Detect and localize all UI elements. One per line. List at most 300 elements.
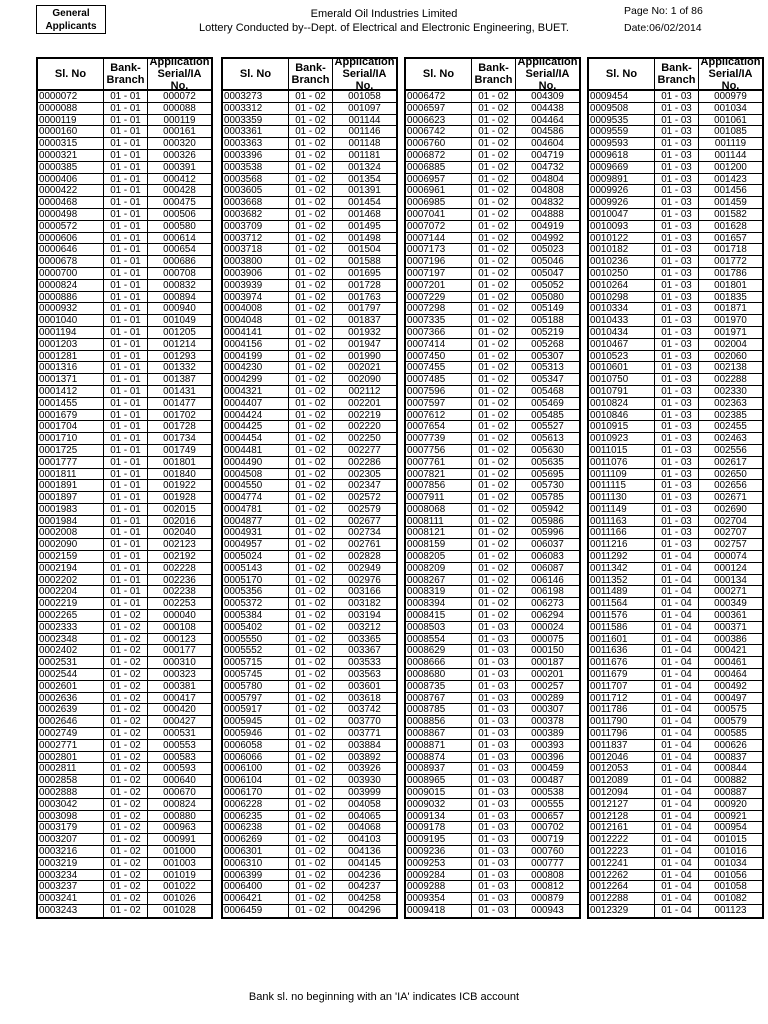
application-serial-cell: 002286 (348, 456, 381, 468)
sl-no-cell: 0008735 (406, 681, 472, 692)
bank-branch-cell: 01 - 02 (289, 822, 333, 833)
bank-branch-cell: 01 - 02 (289, 185, 333, 196)
bank-branch-cell: 01 - 02 (472, 174, 516, 185)
application-serial-cell: 001022 (163, 881, 196, 893)
sl-no-cell: 0003363 (223, 138, 289, 149)
sl-no-cell: 0011712 (589, 693, 655, 704)
table-row (406, 598, 579, 610)
sl-no-cell: 0006742 (406, 126, 472, 137)
sl-no-cell: 0001710 (38, 433, 104, 444)
sl-no-cell: 0000824 (38, 280, 104, 291)
table-row (38, 822, 211, 834)
bank-branch-cell: 01 - 02 (104, 799, 148, 810)
sl-no-cell: 0001983 (38, 504, 104, 515)
sl-no-cell: 0008965 (406, 775, 472, 786)
table-row (223, 398, 396, 410)
sl-no-cell: 0007761 (406, 457, 472, 468)
bank-branch-cell: 01 - 02 (289, 303, 333, 314)
application-serial-cell: 000124 (714, 562, 747, 574)
bank-branch-cell: 01 - 02 (472, 398, 516, 409)
table-row (406, 492, 579, 504)
table-row (406, 162, 579, 174)
application-serial-cell: 001971 (714, 326, 747, 338)
application-serial-cell: 000832 (163, 279, 196, 291)
table-row (589, 256, 762, 268)
application-serial-cell: 001123 (714, 904, 747, 916)
table-row (589, 268, 762, 280)
sl-no-cell: 0004407 (223, 398, 289, 409)
bank-branch-cell: 01 - 02 (289, 834, 333, 845)
bank-branch-cell: 01 - 02 (289, 327, 333, 338)
table-row (38, 527, 211, 539)
table-row (38, 669, 211, 681)
bank-branch-cell: 01 - 01 (104, 327, 148, 338)
bank-branch-cell: 01 - 02 (472, 457, 516, 468)
application-serial-cell: 002757 (714, 539, 747, 551)
application-serial-cell: 002828 (348, 551, 381, 562)
table-row (589, 799, 762, 811)
table-row (223, 551, 396, 563)
sl-no-cell: 0011076 (589, 457, 655, 468)
application-serial-cell: 000349 (714, 598, 747, 610)
application-serial-cell: 005730 (531, 480, 564, 492)
table-row (223, 775, 396, 787)
table-row (406, 374, 579, 386)
sl-no-cell: 0003179 (38, 822, 104, 833)
application-serial-cell: 001970 (714, 315, 747, 326)
application-serial-cell: 001498 (348, 232, 381, 244)
sl-no-cell: 0001984 (38, 516, 104, 527)
bank-branch-cell: 01 - 01 (104, 492, 148, 503)
sl-no-cell: 0002771 (38, 740, 104, 751)
table-row (589, 126, 762, 138)
table-row (223, 681, 396, 693)
table-row (223, 563, 396, 575)
application-serial-cell: 001763 (348, 291, 381, 303)
table-row (38, 598, 211, 610)
table-row (406, 233, 579, 245)
application-serial-cell: 000702 (531, 822, 564, 834)
application-serial-cell: 000777 (531, 857, 564, 869)
application-serial-cell: 001144 (714, 149, 747, 161)
table-row (38, 693, 211, 705)
application-serial-cell: 000417 (163, 692, 196, 704)
sl-no-cell: 0006760 (406, 138, 472, 149)
application-serial-cell: 002112 (348, 385, 381, 397)
table-row (223, 858, 396, 870)
application-serial-cell: 000187 (531, 657, 564, 669)
sl-no-cell: 0002204 (38, 586, 104, 597)
bank-branch-cell: 01 - 01 (104, 303, 148, 314)
application-serial-cell: 000396 (531, 751, 564, 763)
application-serial-cell: 000583 (163, 751, 196, 763)
bank-branch-cell: 01 - 02 (289, 374, 333, 385)
sl-no-cell: 0004424 (223, 410, 289, 421)
bank-branch-cell: 01 - 02 (472, 91, 516, 102)
sl-no-cell: 0007612 (406, 410, 472, 421)
bank-branch-cell: 01 - 04 (655, 704, 699, 715)
sl-no-cell: 0002402 (38, 645, 104, 656)
table-header (223, 56, 396, 92)
application-serial-cell: 004103 (348, 834, 381, 845)
bank-branch-cell: 01 - 02 (104, 822, 148, 833)
sl-no-cell: 0007197 (406, 268, 472, 279)
bank-branch-cell: 01 - 01 (104, 150, 148, 161)
bank-branch-cell: 01 - 02 (289, 693, 333, 704)
sl-no-cell: 0009508 (589, 103, 655, 114)
sl-no-cell: 0010298 (589, 292, 655, 303)
application-serial-cell: 000844 (714, 763, 747, 775)
application-serial-cell: 005635 (531, 456, 564, 468)
bank-branch-cell: 01 - 03 (655, 398, 699, 409)
results-column-4 (587, 57, 764, 919)
table-row (223, 362, 396, 374)
table-row (38, 197, 211, 209)
table-row (223, 303, 396, 315)
table-row (38, 645, 211, 657)
table-row (223, 244, 396, 256)
sl-no-cell: 0012329 (589, 905, 655, 917)
bank-branch-cell: 01 - 02 (289, 728, 333, 739)
sl-no-cell: 0002531 (38, 657, 104, 668)
sl-no-cell: 0003098 (38, 811, 104, 822)
table-row (589, 811, 762, 823)
sl-no-header: Sl. No (38, 59, 104, 89)
table-row (406, 197, 579, 209)
sl-no-cell: 0005356 (223, 586, 289, 597)
sl-no-cell: 0008937 (406, 763, 472, 774)
application-serial-cell: 001085 (714, 126, 747, 138)
sl-no-cell: 0011109 (589, 469, 655, 480)
application-serial-cell: 001058 (714, 881, 747, 893)
table-row (38, 433, 211, 445)
sl-no-cell: 0000886 (38, 292, 104, 303)
table-row (38, 787, 211, 799)
table-row (223, 162, 396, 174)
bank-branch-cell: 01 - 02 (289, 551, 333, 562)
sl-no-cell: 0003219 (38, 858, 104, 869)
table-row (406, 787, 579, 799)
application-serial-cell: 000075 (531, 633, 564, 645)
sl-no-cell: 0006459 (223, 905, 289, 917)
sl-no-cell: 0006100 (223, 763, 289, 774)
sl-no-cell: 0011163 (589, 516, 655, 527)
table-row (589, 846, 762, 858)
table-row (223, 433, 396, 445)
bank-branch-cell: 01 - 03 (472, 799, 516, 810)
bank-branch-cell: 01 - 03 (655, 480, 699, 491)
table-row (589, 752, 762, 764)
table-row (406, 292, 579, 304)
sl-no-cell: 0009535 (589, 115, 655, 126)
bank-branch-cell: 01 - 02 (289, 351, 333, 362)
bank-branch-cell: 01 - 01 (104, 138, 148, 149)
table-row (38, 610, 211, 622)
application-serial-cell: 000040 (163, 610, 196, 621)
application-serial-cell: 000307 (531, 704, 564, 716)
table-row (223, 799, 396, 811)
application-serial-cell: 000257 (531, 680, 564, 692)
bank-branch-cell: 01 - 02 (289, 681, 333, 692)
table-row (589, 504, 762, 516)
bank-branch-cell: 01 - 04 (655, 870, 699, 881)
bank-branch-cell: 01 - 02 (289, 716, 333, 727)
sl-no-cell: 0007654 (406, 421, 472, 432)
application-serial-cell: 001200 (714, 161, 747, 173)
sl-no-cell: 0000315 (38, 138, 104, 149)
bank-branch-cell: 01 - 02 (289, 527, 333, 538)
sl-no-cell: 0003800 (223, 256, 289, 267)
table-row (223, 586, 396, 598)
application-serial-cell: 000686 (163, 256, 196, 267)
sl-no-cell: 0007414 (406, 339, 472, 350)
table-row (589, 634, 762, 646)
application-serial-cell: 003999 (348, 787, 381, 798)
sl-no-cell: 0006400 (223, 881, 289, 892)
sl-no-cell: 0003273 (223, 91, 289, 102)
bank-branch-cell: 01 - 02 (289, 138, 333, 149)
table-row (38, 539, 211, 551)
sl-no-cell: 0002636 (38, 693, 104, 704)
application-serial-cell: 003618 (348, 692, 381, 704)
application-serial-cell: 000531 (163, 728, 196, 739)
table-row (223, 445, 396, 457)
bank-branch-cell: 01 - 02 (472, 598, 516, 609)
table-row (589, 209, 762, 221)
sl-no-cell: 0004454 (223, 433, 289, 444)
application-serial-cell: 000614 (163, 232, 196, 244)
company-name: Emerald Oil Industries Limited (310, 8, 458, 20)
bank-branch-cell: 01 - 02 (472, 209, 516, 220)
application-serial-cell: 000837 (714, 751, 747, 763)
application-serial-cell: 001695 (348, 267, 381, 279)
application-serial-cell: 000088 (163, 102, 196, 114)
sl-no-cell: 0001811 (38, 469, 104, 480)
bank-branch-cell: 01 - 02 (104, 657, 148, 668)
bank-branch-cell: 01 - 02 (472, 527, 516, 538)
application-serial-cell: 002236 (163, 574, 196, 586)
table-row (406, 799, 579, 811)
bank-branch-cell: 01 - 02 (289, 445, 333, 456)
bank-branch-cell: 01 - 02 (472, 351, 516, 362)
table-row (589, 103, 762, 115)
application-serial-cell: 000161 (163, 126, 196, 138)
sl-no-cell: 0003668 (223, 197, 289, 208)
sl-no-cell: 0006885 (406, 162, 472, 173)
bank-branch-cell: 01 - 01 (104, 504, 148, 515)
sl-no-cell: 0000468 (38, 197, 104, 208)
table-row (223, 268, 396, 280)
sl-no-cell: 0006238 (223, 822, 289, 833)
table-row (223, 669, 396, 681)
bank-branch-cell: 01 - 01 (104, 398, 148, 409)
sl-no-cell: 0010846 (589, 410, 655, 421)
bank-branch-cell: 01 - 04 (655, 893, 699, 904)
application-serial-cell: 001786 (714, 267, 747, 279)
application-serial-cell: 004804 (531, 173, 564, 185)
table-row (589, 586, 762, 598)
sl-no-cell: 0002159 (38, 551, 104, 562)
application-serial-cell: 006294 (531, 610, 564, 621)
sl-no-cell: 0009669 (589, 162, 655, 173)
table-row (406, 858, 579, 870)
application-serial-cell: 000108 (163, 621, 196, 633)
bank-branch-cell: 01 - 03 (472, 693, 516, 704)
application-serial-cell: 002572 (348, 492, 381, 503)
application-serial-cell: 000378 (531, 716, 564, 728)
application-serial-cell: 001119 (714, 138, 747, 149)
table-row (589, 91, 762, 103)
sl-no-cell: 0006472 (406, 91, 472, 102)
bank-branch-cell: 01 - 02 (289, 787, 333, 798)
bank-branch-cell: 01 - 04 (655, 575, 699, 586)
bank-branch-cell: 01 - 03 (472, 681, 516, 692)
bank-branch-cell: 01 - 02 (289, 586, 333, 597)
bank-branch-cell: 01 - 03 (472, 752, 516, 763)
table-row (589, 669, 762, 681)
bank-branch-cell: 01 - 01 (104, 598, 148, 609)
application-serial-cell: 000412 (163, 173, 196, 185)
bank-branch-cell: 01 - 01 (104, 563, 148, 574)
bank-branch-cell: 01 - 03 (655, 386, 699, 397)
sl-no-cell: 0001704 (38, 421, 104, 432)
table-row (589, 622, 762, 634)
application-serial-cell: 003926 (348, 763, 381, 775)
table-row (589, 480, 762, 492)
bank-branch-cell: 01 - 03 (472, 846, 516, 857)
bank-branch-cell: 01 - 01 (104, 575, 148, 586)
sl-no-cell: 0008159 (406, 539, 472, 550)
bank-branch-cell: 01 - 03 (655, 103, 699, 114)
table-row (223, 716, 396, 728)
sl-no-cell: 0005917 (223, 704, 289, 715)
sl-no-cell: 0009236 (406, 846, 472, 857)
application-serial-cell: 000177 (163, 645, 196, 657)
table-row (38, 292, 211, 304)
application-serial-cell: 001097 (348, 102, 381, 114)
table-row (589, 516, 762, 528)
bank-branch-cell: 01 - 02 (289, 386, 333, 397)
application-serial-cell: 004438 (531, 102, 564, 114)
application-serial-cell: 001728 (163, 421, 196, 433)
sl-no-cell: 0004931 (223, 527, 289, 538)
application-serial-cell: 003930 (348, 775, 381, 787)
results-column-1 (36, 57, 213, 919)
bank-branch-cell: 01 - 03 (472, 811, 516, 822)
table-row (223, 374, 396, 386)
application-serial-cell: 000538 (531, 787, 564, 798)
bank-branch-cell: 01 - 02 (289, 457, 333, 468)
table-row (223, 622, 396, 634)
sl-no-cell: 0008856 (406, 716, 472, 727)
application-serial-cell: 001354 (348, 173, 381, 185)
bank-branch-cell: 01 - 04 (655, 740, 699, 751)
table-row (223, 280, 396, 292)
sl-no-cell: 0000160 (38, 126, 104, 137)
sl-no-cell: 0011707 (589, 681, 655, 692)
sl-no-cell: 0003312 (223, 103, 289, 114)
bank-branch-cell: 01 - 02 (472, 539, 516, 550)
application-serial-cell: 001181 (348, 149, 381, 161)
sl-no-cell: 0008554 (406, 634, 472, 645)
bank-branch-cell: 01 - 02 (289, 162, 333, 173)
bank-branch-cell: 01 - 02 (104, 704, 148, 715)
application-serial-cell: 001871 (714, 303, 747, 315)
table-row (589, 492, 762, 504)
sl-no-cell: 0007041 (406, 209, 472, 220)
sl-no-cell: 0011292 (589, 551, 655, 562)
sl-no-cell: 0003396 (223, 150, 289, 161)
application-serial-cell: 002455 (714, 421, 747, 433)
application-serial-cell: 005630 (531, 444, 564, 456)
bank-branch-cell: 01 - 02 (472, 162, 516, 173)
bank-branch-cell: 01 - 02 (289, 469, 333, 480)
application-serial-cell: 004719 (531, 149, 564, 161)
bank-branch-cell: 01 - 03 (655, 162, 699, 173)
bank-branch-cell: 01 - 03 (655, 268, 699, 279)
sl-no-cell: 0012053 (589, 763, 655, 774)
application-serial-cell: 006083 (531, 551, 564, 562)
bank-branch-cell: 01 - 02 (104, 610, 148, 621)
sl-no-cell: 0004877 (223, 516, 289, 527)
sl-no-cell: 0001897 (38, 492, 104, 503)
bank-branch-cell: 01 - 03 (655, 362, 699, 373)
table-row (589, 527, 762, 539)
table-row (223, 693, 396, 705)
sl-no-cell: 0005384 (223, 610, 289, 621)
bank-branch-cell: 01 - 02 (289, 811, 333, 822)
bank-branch-cell: 01 - 01 (104, 103, 148, 114)
application-serial-cell: 000593 (163, 763, 196, 775)
application-serial-cell: 005047 (531, 267, 564, 279)
bank-branch-cell: 01 - 02 (289, 858, 333, 869)
badge-line-2: Applicants (45, 21, 97, 32)
bank-branch-cell: 01 - 03 (655, 209, 699, 220)
table-row (223, 185, 396, 197)
table-row (589, 374, 762, 386)
application-serial-cell: 001459 (714, 197, 747, 208)
bank-branch-cell: 01 - 02 (472, 292, 516, 303)
application-serial-cell: 004296 (348, 904, 381, 916)
table-row (38, 185, 211, 197)
table-row (223, 351, 396, 363)
sl-no-cell: 0009891 (589, 174, 655, 185)
bank-branch-cell: 01 - 02 (472, 126, 516, 137)
bank-branch-cell: 01 - 02 (472, 197, 516, 208)
application-serial-header: Application Serial/IA No. (149, 56, 210, 92)
bank-branch-cell: 01 - 02 (289, 905, 333, 917)
table-row (38, 551, 211, 563)
table-row (589, 138, 762, 150)
table-row (223, 209, 396, 221)
sl-no-cell: 0009454 (589, 91, 655, 102)
bank-branch-cell: 01 - 02 (289, 292, 333, 303)
table-row (589, 681, 762, 693)
application-serial-cell: 001749 (163, 444, 196, 456)
application-serial-cell: 005942 (531, 503, 564, 515)
bank-branch-cell: 01 - 04 (655, 598, 699, 609)
application-serial-cell: 001728 (348, 279, 381, 291)
table-row (38, 681, 211, 693)
table-row (589, 221, 762, 233)
bank-branch-cell: 01 - 03 (655, 527, 699, 538)
table-row (589, 905, 762, 917)
sl-no-cell: 0004490 (223, 457, 289, 468)
bank-branch-cell: 01 - 01 (104, 292, 148, 303)
sl-no-cell: 0011790 (589, 716, 655, 727)
application-serial-cell: 002060 (714, 350, 747, 362)
sl-no-cell: 0010433 (589, 315, 655, 326)
